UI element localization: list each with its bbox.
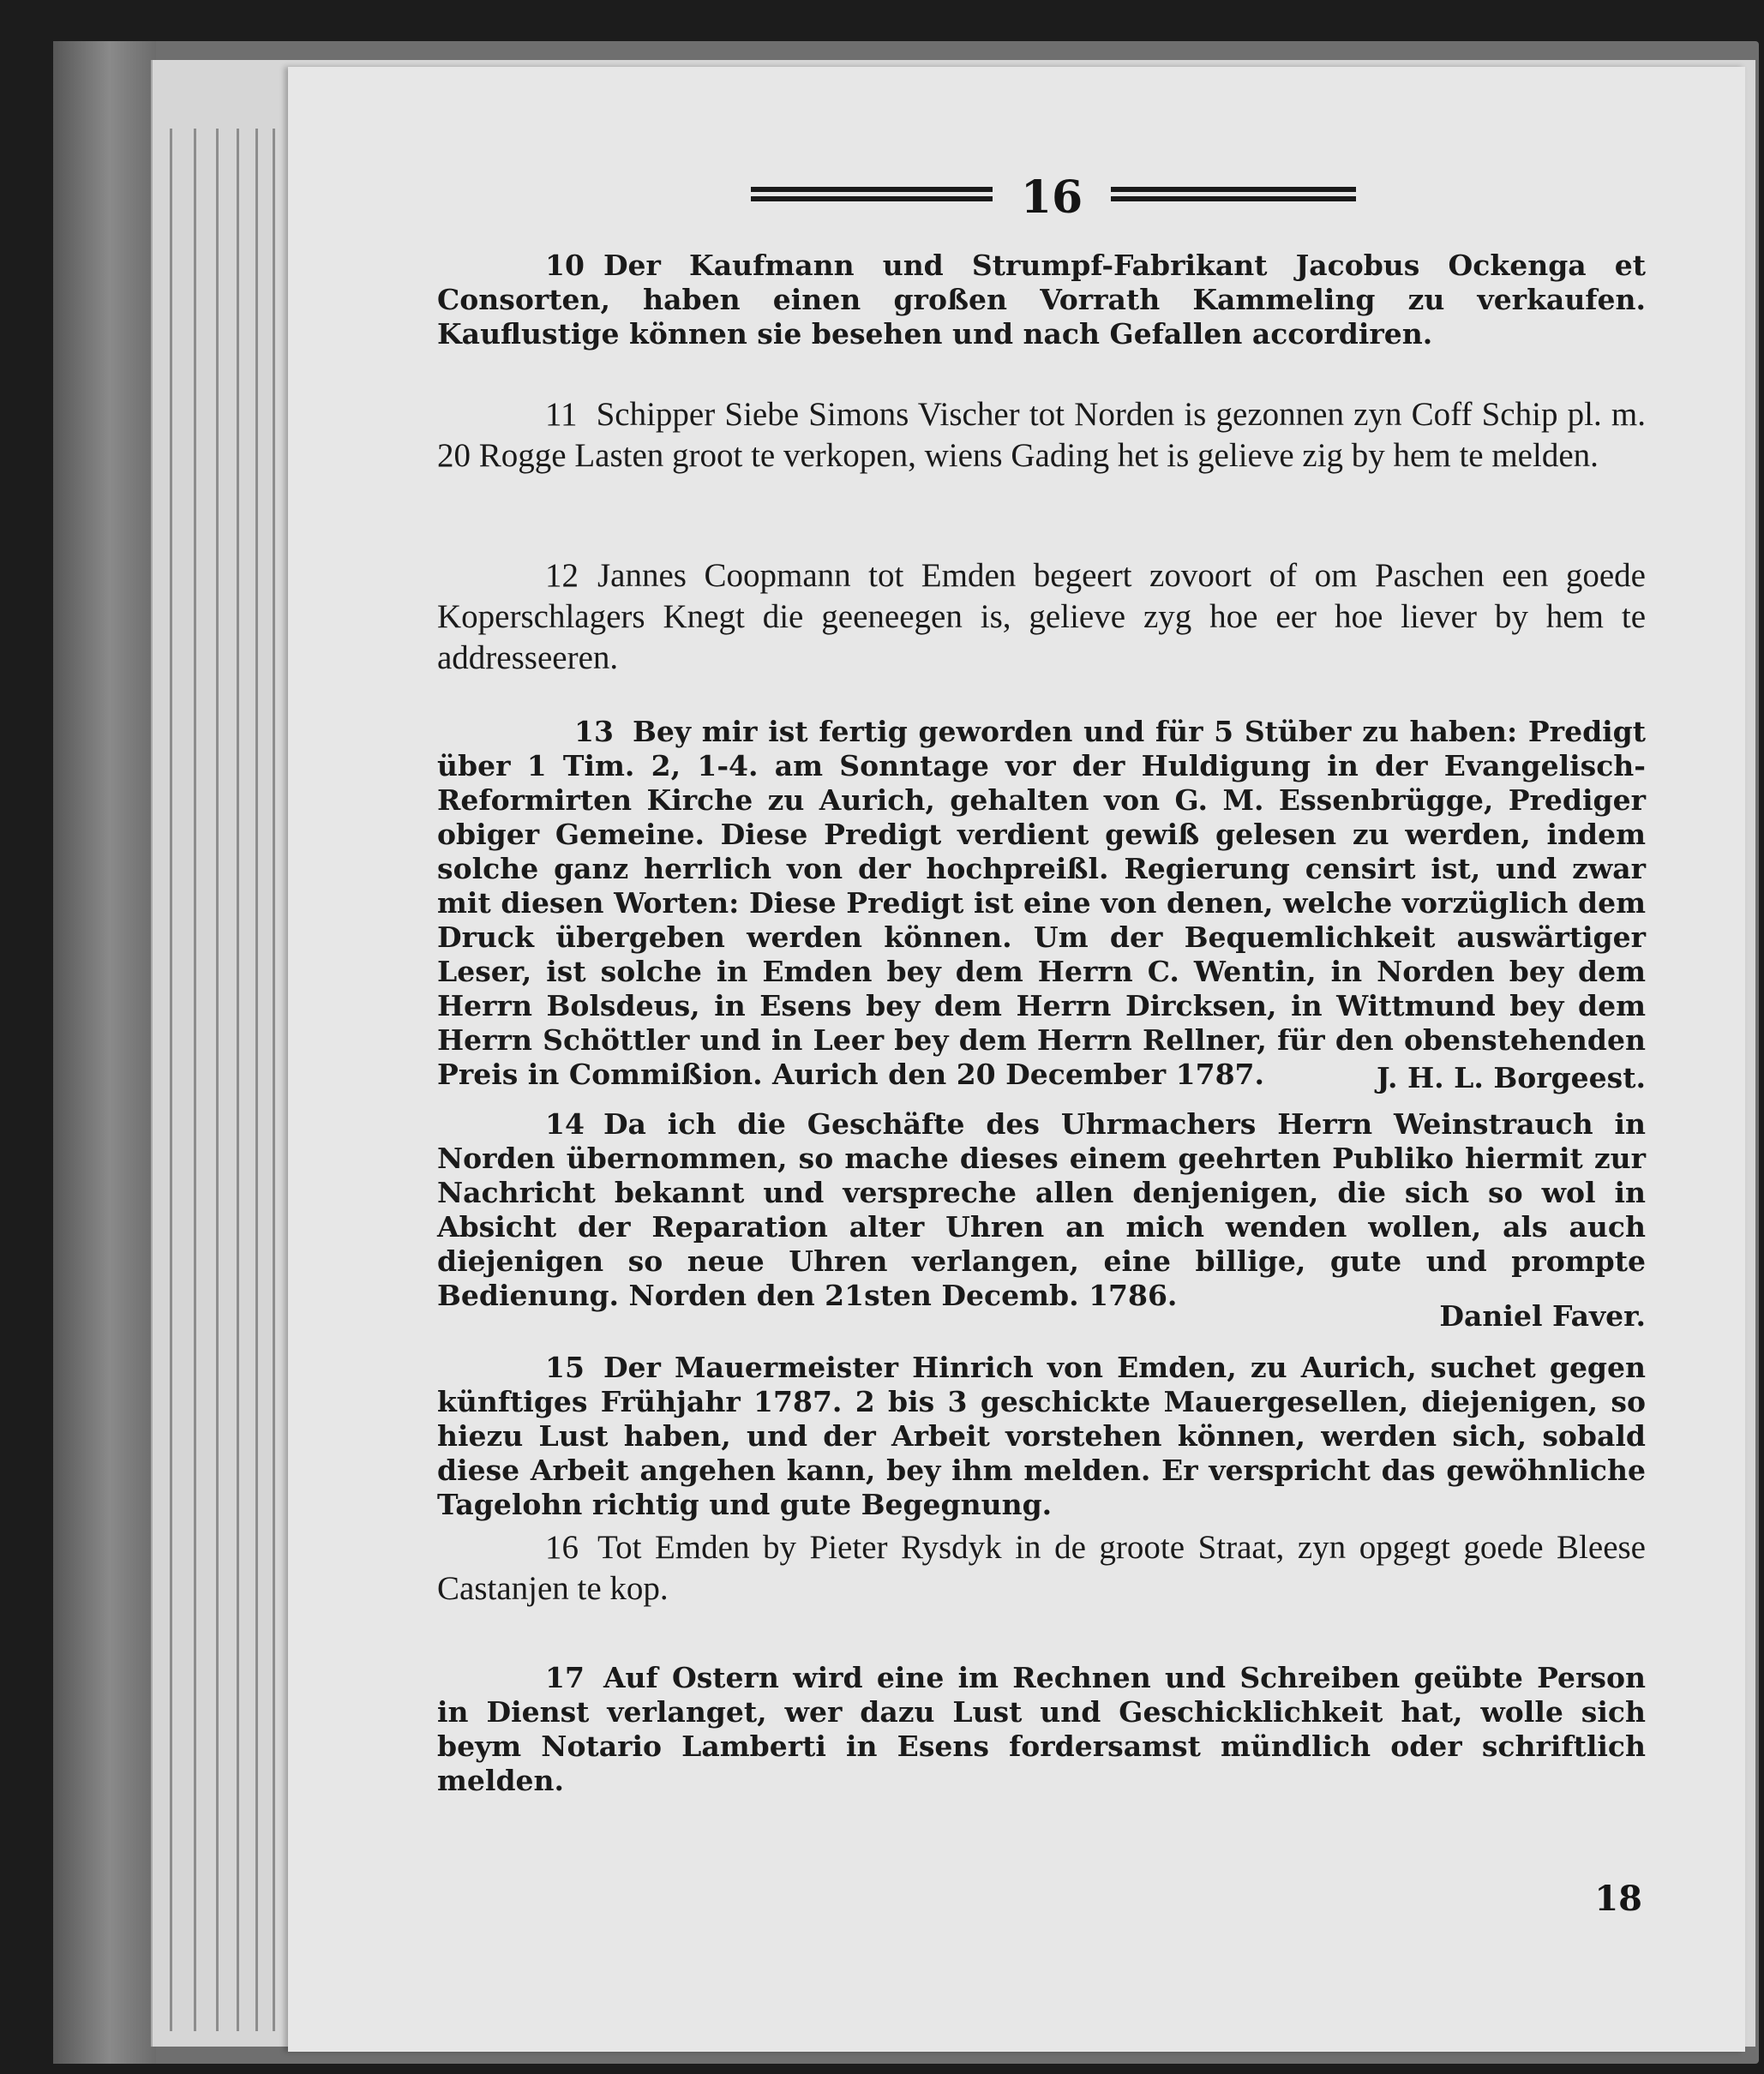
page-number: 16 <box>1020 171 1083 224</box>
notice-number: 15 <box>545 1351 585 1384</box>
notice-16 <box>437 1527 1646 1609</box>
page-header <box>288 168 1745 224</box>
notice-number: 16 <box>545 1529 579 1566</box>
notice-number: 17 <box>545 1661 585 1694</box>
page-edge <box>237 129 239 2031</box>
signature-13: J. H. L. Borgeest. <box>1376 1061 1646 1094</box>
notice-number: 14 <box>545 1107 585 1141</box>
notice-number: 10 <box>545 249 585 282</box>
notice-text: Bey mir ist fertig geworden und für 5 Stüber zu haben: Predigt über 1 Tim. 2, 1-4. am Sonntage vor der Huldigung in der Evangelisch-Reformirten Kirche zu Aurich, gehalten von G. M. Essenbrügge, Prediger obiger Gemeine. Diese Predigt verdient gewiß gelesen zu werden, indem solche ganz herrlich von der hochpreißl. Regierung censirt ist, und zwar mit diesen Worten: Diese Predigt ist eine von denen, welche vorzüglich dem Druck übergeben werden können. Um der Bequemlichkeit auswärtiger Leser, ist solche in Emden bey dem Herrn C. Wentin, in Norden bey dem Herrn Bolsdeus, in Esens bey dem Herrn Dircksen, in Wittmund bey dem Herrn Schöttler und in Leer bey dem Herrn Rellner, für den obenstehenden Preis in Commißion. Aurich den 20 December 1787. <box>437 715 1646 1091</box>
notice-text: Tot Emden by Pieter Rysdyk in de groote Straat, zyn opgegt goede Bleese Castanjen te kop. <box>437 1529 1646 1607</box>
book-spine <box>53 41 156 2064</box>
catchword: 18 <box>1594 1879 1642 1919</box>
signature-14: Daniel Faver. <box>1439 1299 1646 1333</box>
notice-13 <box>437 715 1646 1092</box>
notice-text: Der Kaufmann und Strumpf-Fabrikant Jacobus Ockenga et Consorten, haben einen großen Vorrath Kammeling zu verkaufen. Kauflustige können sie besehen und nach Gefallen accordiren. <box>437 249 1646 351</box>
notice-number: 12 <box>545 557 579 594</box>
notice-12 <box>437 555 1646 679</box>
header-rule-right <box>1111 187 1356 206</box>
page-edge <box>273 129 275 2031</box>
notice-10 <box>437 249 1646 351</box>
page-edge <box>170 129 172 2031</box>
notice-11 <box>437 394 1646 477</box>
notice-14 <box>437 1107 1646 1313</box>
page-edge <box>255 129 258 2031</box>
notice-15 <box>437 1351 1646 1522</box>
notice-text: Der Mauermeister Hinrich von Emden, zu Aurich, suchet gegen künftiges Frühjahr 1787. 2 bis 3 geschickte Mauergesellen, diejenigen, so hiezu Lust haben, und der Arbeit vorstehen können, werden sich, sobald diese Arbeit angehen kann, bey ihm melden. Er verspricht das gewöhnliche Tagelohn richtig und gute Begegnung. <box>437 1351 1646 1521</box>
notice-text: Da ich die Geschäfte des Uhrmachers Herrn Weinstrauch in Norden übernommen, so mache dieses einem geehrten Publiko hiermit zur Nachricht bekannt und verspreche allen denjenigen, die sich so wol in Absicht der Reparation alter Uhren an mich wenden wollen, als auch diejenigen so neue Uhren verlangen, eine billige, gute und prompte Bedienung. Norden den 21sten Decemb. 1786. <box>437 1107 1646 1312</box>
notice-text: Jannes Coopmann tot Emden begeert zovoort of om Paschen een goede Koperschlagers Knegt die geeneegen is, gelieve zyg hoe eer hoe liever by hem te addresseeren. <box>437 557 1646 676</box>
page-edge <box>216 129 219 2031</box>
notice-number: 11 <box>545 396 578 433</box>
notice-17 <box>437 1661 1646 1798</box>
notice-text: Schipper Siebe Simons Vischer tot Norden is gezonnen zyn Coff Schip pl. m. 20 Rogge Lasten groot te verkopen, wiens Gading het is gelieve zig by hem te melden. <box>437 396 1646 474</box>
header-rule-left <box>751 187 993 206</box>
page-edge <box>194 129 196 2031</box>
notice-text: Auf Ostern wird eine im Rechnen und Schreiben geübte Person in Dienst verlanget, wer dazu Lust und Geschicklichkeit hat, wolle sich beym Notario Lamberti in Esens fordersamst mündlich oder schriftlich melden. <box>437 1661 1646 1797</box>
notice-number: 13 <box>574 715 614 748</box>
printed-page <box>288 67 1745 2052</box>
